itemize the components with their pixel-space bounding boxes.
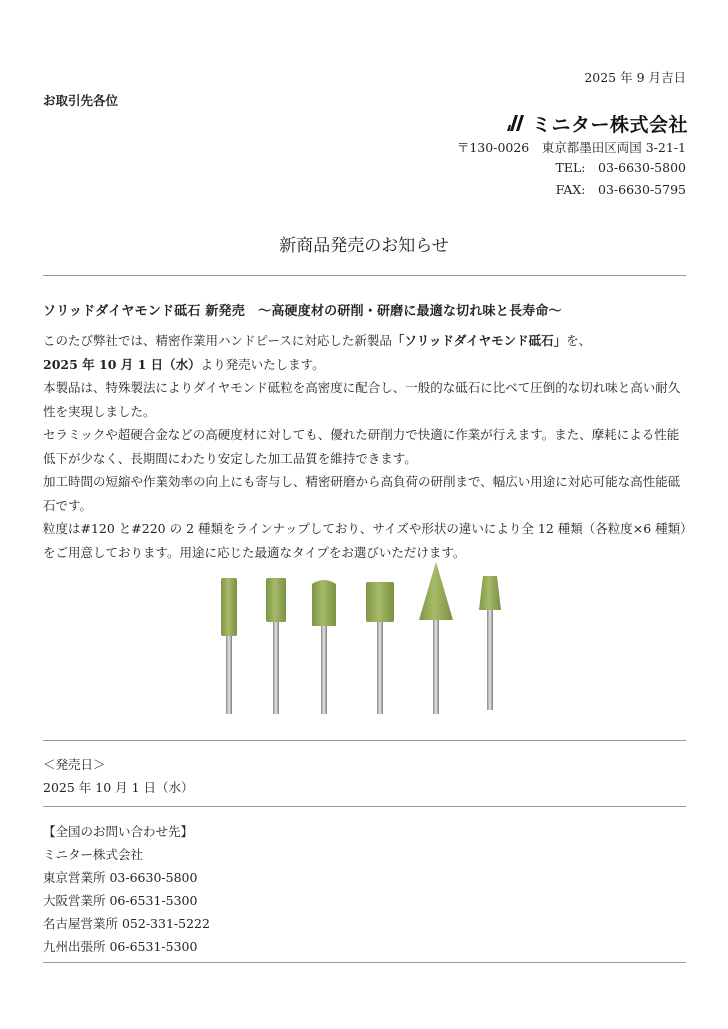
release-label: ＜発売日＞ xyxy=(43,757,106,772)
divider xyxy=(43,275,686,276)
headline: ソリッドダイヤモンド砥石 新発売 ～高硬度材の研削・研磨に最適な切れ味と長寿命～ xyxy=(43,304,562,319)
company-logo xyxy=(506,110,688,136)
stone-cone-small xyxy=(479,576,501,710)
logo-text: ミニター株式会社 xyxy=(531,113,688,136)
announcement-body xyxy=(43,329,688,564)
office-osaka: 大阪営業所 06-6531-5300 xyxy=(43,893,198,908)
logo-mark-icon xyxy=(506,113,528,133)
stone-cylinder-small xyxy=(221,578,237,714)
stone-cone-large xyxy=(419,562,453,714)
paragraph-features: 本製品は、特殊製法によりダイヤモンド砥粒を高密度に配合し、一般的な砥石に比べて圧倒的な切れ味と高い耐久性を実現しました。 xyxy=(43,380,681,419)
page-title: 新商品発売のお知らせ xyxy=(279,236,449,256)
intro-text-3: より発売いたします。 xyxy=(200,356,325,372)
office-nagoya: 名古屋営業所 052-331-5222 xyxy=(43,916,210,931)
product-name: 「ソリッドダイヤモンド砥石」 xyxy=(391,333,567,348)
release-date: 2025 年 10 月 1 日（水） xyxy=(43,780,194,795)
release-date-inline: 2025 年 10 月 1 日（水） xyxy=(43,356,201,372)
divider xyxy=(43,962,686,963)
contact-company: ミニター株式会社 xyxy=(43,847,144,862)
intro-text: このたび弊社では、精密作業用ハンドピースに対応した新製品 xyxy=(43,333,392,348)
office-kyushu: 九州出張所 06-6531-5300 xyxy=(43,939,198,954)
stone-cylinder-medium xyxy=(266,578,286,714)
paragraph-performance: セラミックや超硬合金などの高硬度材に対しても、優れた研削力で快適に作業が行えます。また、摩耗による性能低下が少なく、長期間にわたり安定した加工品質を維持できます。 xyxy=(43,427,680,466)
company-fax: FAX: 03-6630-5795 xyxy=(555,182,686,197)
paragraph-lineup: 粒度は#120 と#220 の 2 種類をラインナップしており、サイズや形状の違いにより全 12 種類（各粒度×6 種類）をご用意しております。用途に応じた最適なタイプをお選びいただけます。 xyxy=(43,521,687,560)
contact-label: 【全国のお問い合わせ先】 xyxy=(43,824,194,839)
stone-cylinder-round xyxy=(312,580,336,714)
divider xyxy=(43,806,686,807)
paragraph-efficiency: 加工時間の短縮や作業効率の向上にも寄与し、精密研磨から高負荷の研削まで、幅広い用途に対応可能な高性能砥石です。 xyxy=(43,474,681,513)
product-image xyxy=(200,558,520,720)
issue-date: 2025 年 9 月吉日 xyxy=(584,70,686,85)
company-tel: TEL: 03-6630-5800 xyxy=(555,160,686,175)
intro-text-2: を、 xyxy=(566,333,592,348)
office-tokyo: 東京営業所 03-6630-5800 xyxy=(43,870,198,885)
paragraph-intro xyxy=(43,329,688,376)
divider xyxy=(43,740,686,741)
stone-cylinder-flat xyxy=(366,582,394,714)
recipient: お取引先各位 xyxy=(43,93,119,108)
company-address: 〒130-0026 東京都墨田区両国 3-21-1 xyxy=(456,140,686,155)
